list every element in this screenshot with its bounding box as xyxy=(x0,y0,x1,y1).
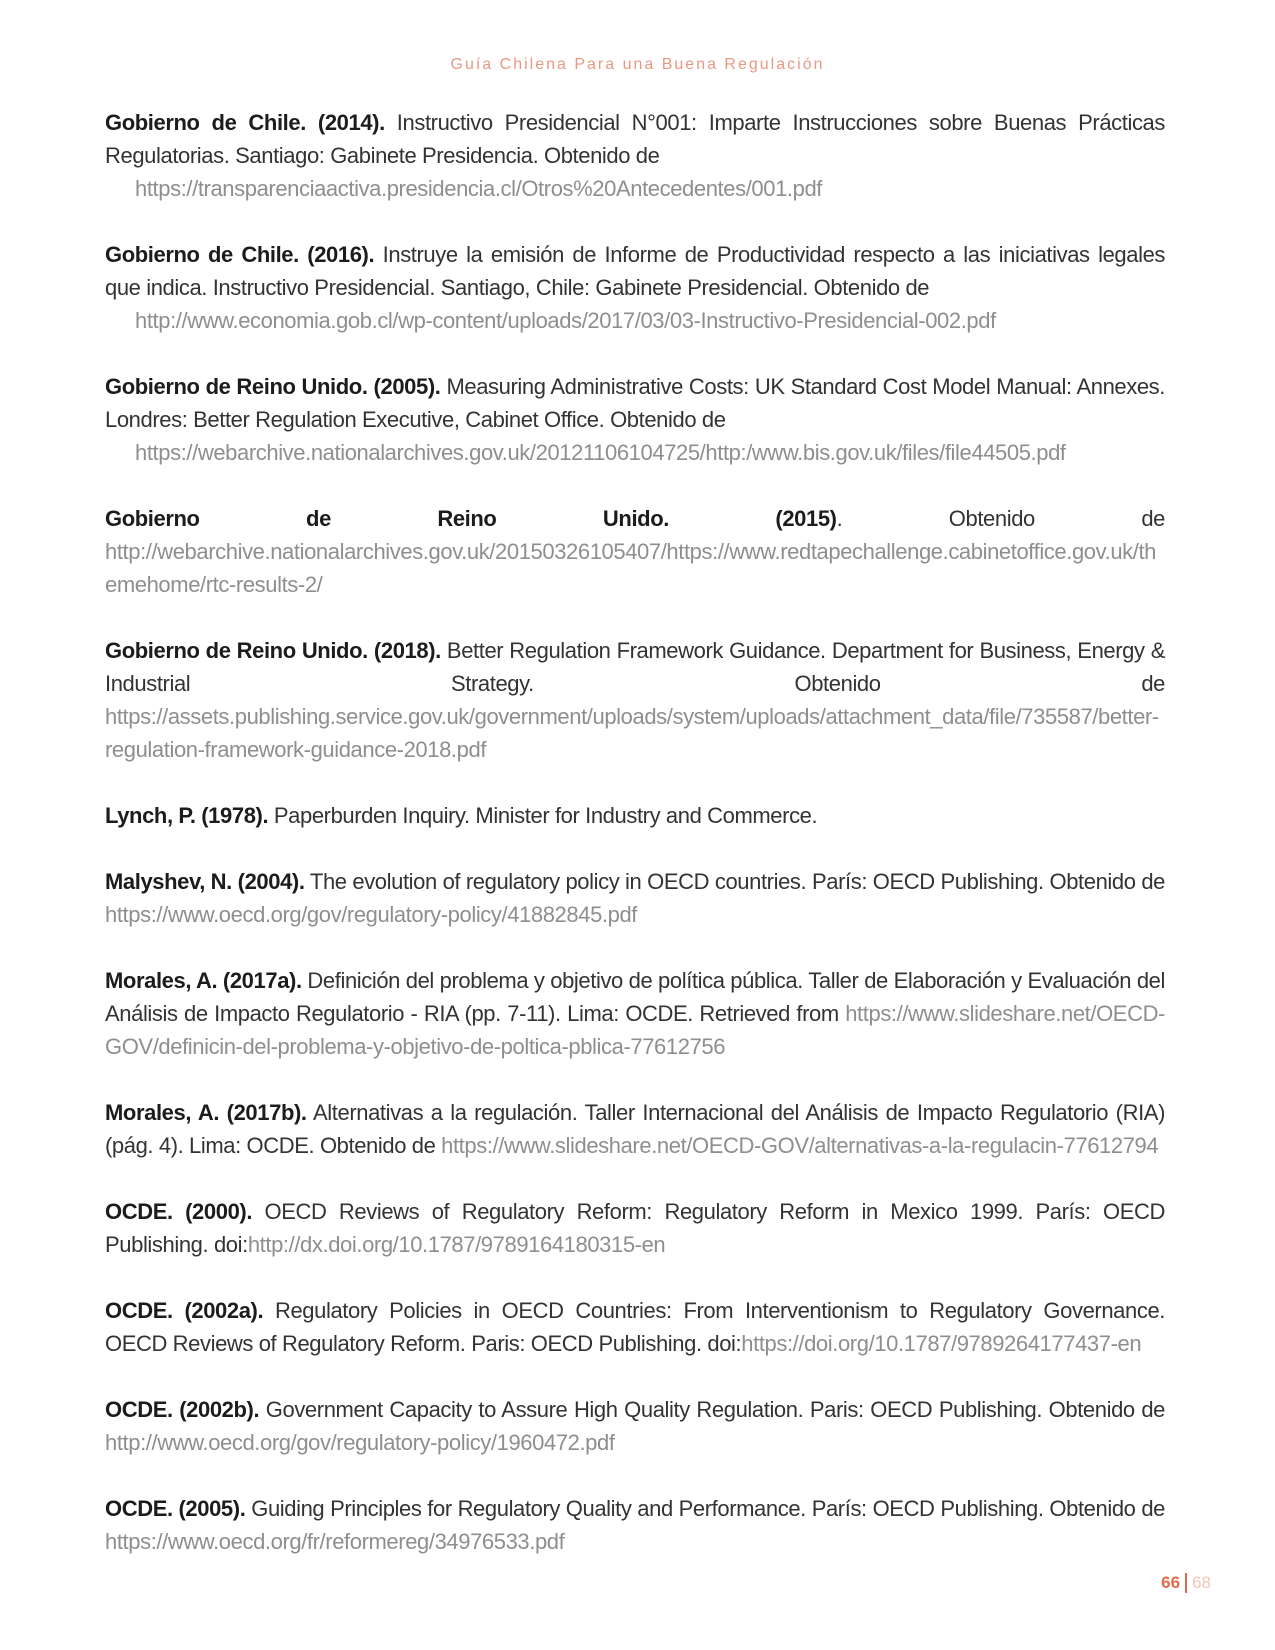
reference-text: Definición del problema y objetivo de política pública. Taller de Elaboración y Evaluación del Análisis de Impacto Regulatorio - RIA (pp. 7-11). Lima: OCDE. Retrieved from xyxy=(105,968,1166,1026)
reference-text: Alternativas a la regulación. Taller Internacional del Análisis de Impacto Regulatorio (RIA) (pág. 4). Lima: OCDE. Obtenido de xyxy=(105,1100,1166,1158)
running-header xyxy=(0,56,1275,74)
reference-entry xyxy=(105,502,1165,601)
reference-url-link[interactable]: https://webarchive.nationalarchives.gov.uk/20121106104725/http:/www.bis.gov.uk/files/file44505.pdf xyxy=(135,440,1066,465)
references-list xyxy=(105,106,1165,1558)
reference-entry xyxy=(105,1294,1165,1360)
reference-author: Malyshev, N. (2004). xyxy=(105,869,305,894)
reference-author: Morales, A. (2017a). xyxy=(105,968,302,993)
reference-url-link[interactable]: http://www.economia.gob.cl/wp-content/uploads/2017/03/03-Instructivo-Presidencial-002.pdf xyxy=(135,308,996,333)
reference-entry xyxy=(105,1195,1165,1261)
reference-author: Gobierno de Chile. (2016). xyxy=(105,242,375,267)
reference-url-link[interactable]: https://www.slideshare.net/OECD-GOV/alternativas-a-la-regulacin-77612794 xyxy=(441,1133,1159,1158)
page-number-total: 68 xyxy=(1192,1573,1211,1592)
reference-url-link[interactable]: http://webarchive.nationalarchives.gov.uk/20150326105407/https://www.redtapechallenge.cabinetoffice.gov.uk/themehome/rtc-results-2/ xyxy=(105,539,1157,597)
reference-url-link[interactable]: https://transparenciaactiva.presidencia.cl/Otros%20Antecedentes/001.pdf xyxy=(135,176,823,201)
reference-url-link[interactable]: https://www.slideshare.net/OECD-GOV/definicin-del-problema-y-objetivo-de-poltica-pblica-77612756 xyxy=(105,1001,1165,1059)
reference-author: OCDE. (2002a). xyxy=(105,1298,264,1323)
reference-url-link[interactable]: https://www.oecd.org/fr/reformereg/34976533.pdf xyxy=(105,1529,565,1554)
reference-url-link[interactable]: http://www.oecd.org/gov/regulatory-policy/1960472.pdf xyxy=(105,1430,615,1455)
reference-url-link[interactable]: https://assets.publishing.service.gov.uk/government/uploads/system/uploads/attachment_data/file/735587/better-regulation-framework-guidance-2018.pdf xyxy=(105,704,1159,762)
page-number-divider xyxy=(1185,1573,1187,1593)
reference-entry xyxy=(105,106,1165,205)
reference-text: Government Capacity to Assure High Quality Regulation. Paris: OECD Publishing. Obtenido de xyxy=(259,1397,1165,1422)
reference-entry xyxy=(105,865,1165,931)
page-footer xyxy=(1161,1572,1211,1593)
reference-author: Gobierno de Reino Unido. (2018). xyxy=(105,638,441,663)
reference-entry xyxy=(105,799,1165,832)
reference-author: OCDE. (2002b). xyxy=(105,1397,260,1422)
reference-text: Measuring Administrative Costs: UK Standard Cost Model Manual: Annexes. Londres: Better Regulation Executive, Cabinet Office. Obtenido de xyxy=(105,374,1165,432)
reference-author: Gobierno de Reino Unido. (2015) xyxy=(105,506,837,531)
reference-author: OCDE. (2000). xyxy=(105,1199,253,1224)
reference-author: Gobierno de Chile. (2014). xyxy=(105,110,385,135)
reference-entry xyxy=(105,1096,1165,1162)
reference-text: Paperburden Inquiry. Minister for Industry and Commerce. xyxy=(268,803,818,828)
reference-text: The evolution of regulatory policy in OECD countries. París: OECD Publishing. Obtenido de xyxy=(304,869,1165,894)
reference-entry xyxy=(105,1393,1165,1459)
reference-url-link[interactable]: http://dx.doi.org/10.1787/9789164180315-en xyxy=(247,1232,666,1257)
reference-entry xyxy=(105,238,1165,337)
reference-entry xyxy=(105,964,1165,1063)
reference-entry xyxy=(105,1492,1165,1558)
reference-text: Regulatory Policies in OECD Countries: From Interventionism to Regulatory Governance. OECD Reviews of Regulatory Reform. Paris: OECD Publishing. doi: xyxy=(105,1298,1165,1356)
page-number-current: 66 xyxy=(1161,1573,1181,1592)
reference-url-link[interactable]: https://www.oecd.org/gov/regulatory-policy/41882845.pdf xyxy=(105,902,637,927)
reference-text: Guiding Principles for Regulatory Quality and Performance. París: OECD Publishing. Obtenido de xyxy=(245,1496,1165,1521)
reference-url-link[interactable]: https://doi.org/10.1787/9789264177437-en xyxy=(741,1331,1142,1356)
reference-entry xyxy=(105,370,1165,469)
running-header-title: Guía Chilena Para una Buena Regulación xyxy=(450,56,825,73)
reference-author: Gobierno de Reino Unido. (2005). xyxy=(105,374,441,399)
reference-author: Lynch, P. (1978). xyxy=(105,803,269,828)
reference-text: Instructivo Presidencial N°001: Imparte Instrucciones sobre Buenas Prácticas Regulatorias. Santiago: Gabinete Presidencia. Obtenido de xyxy=(105,110,1165,168)
reference-text: OECD Reviews of Regulatory Reform: Regulatory Reform in Mexico 1999. París: OECD Publishing. doi: xyxy=(105,1199,1166,1257)
reference-text: Instruye la emisión de Informe de Productividad respecto a las iniciativas legales que indica. Instructivo Presidencial. Santiago, Chile: Gabinete Presidencial. Obtenido de xyxy=(105,242,1165,300)
reference-text: Better Regulation Framework Guidance. Department for Business, Energy & Industrial Strategy. Obtenido de xyxy=(105,638,1165,696)
reference-author: Morales, A. (2017b). xyxy=(105,1100,307,1125)
reference-entry xyxy=(105,634,1165,766)
reference-text: . Obtenido de xyxy=(836,506,1165,531)
reference-author: OCDE. (2005). xyxy=(105,1496,246,1521)
